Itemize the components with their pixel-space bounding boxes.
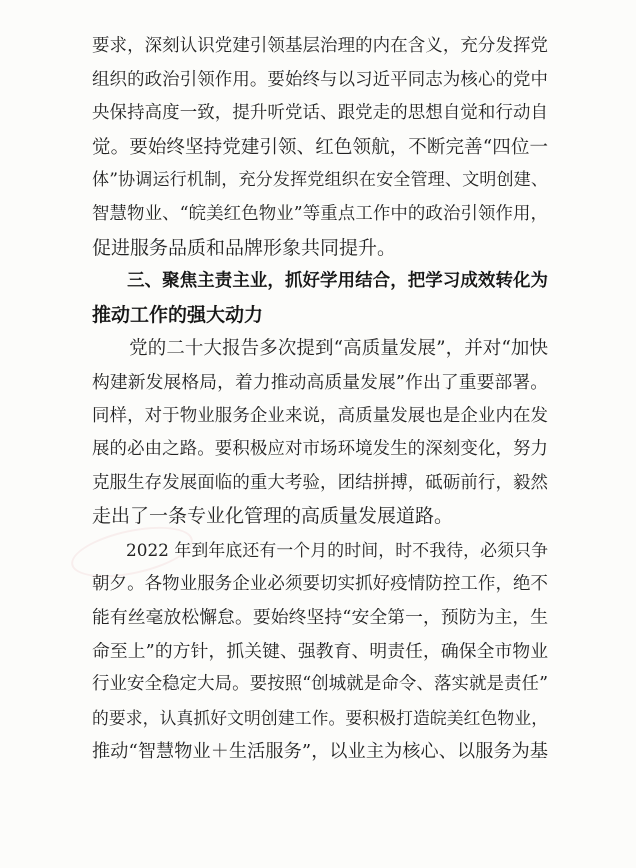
text-line: 走出了一条专业化管理的高质量发展道路。 <box>92 505 454 528</box>
text-line: 朝夕。各物业服务企业必须要切实抓好疫情防控工作，绝不 <box>92 573 548 594</box>
text-line: 命至上”的方针，抓关键、强教育、明责任，确保全市物业 <box>92 640 548 662</box>
text-line: 要求，深刻认识党建引领基层治理的内在含义，充分发挥党 <box>92 36 548 56</box>
text-line: 促进服务品质和品牌形象共同提升。 <box>92 236 397 259</box>
text-line: 智慧物业、“皖美红色物业”等重点工作中的政治引领作用， <box>92 203 548 224</box>
section-heading-line: 三、聚焦主责主业，抓好学用结合，把学习成效转化为 <box>92 271 548 292</box>
section-heading-line: 推动工作的强大动力 <box>92 303 264 326</box>
text-line: 同样，对于物业服务企业来说，高质量发展也是企业内在发 <box>92 405 548 426</box>
text-line: 觉。要始终坚持党建引领、红色领航，不断完善“四位一 <box>92 136 548 158</box>
text-line: 展的必由之路。要积极应对市场环境发生的深刻变化，努力 <box>92 439 548 460</box>
text-line: 行业安全稳定大局。要按照“创城就是命令、落实就是责任” <box>92 674 548 695</box>
text-line: 2022 年到年底还有一个月的时间，时不我待，必须只争 <box>92 539 548 560</box>
text-line: 党的二十大报告多次提到“高质量发展”，并对“加快 <box>92 338 548 360</box>
text-line: 组织的政治引领作用。要始终与以习近平同志为核心的党中 <box>92 69 548 90</box>
text-line: 的要求，认真抓好文明创建工作。要积极打造皖美红色物业， <box>92 707 548 728</box>
text-line: 体”协调运行机制，充分发挥党组织在安全管理、文明创建、 <box>92 170 548 191</box>
body-text <box>92 30 548 769</box>
text-line: 推动“智慧物业＋生活服务”，以业主为核心、以服务为基 <box>92 741 548 763</box>
text-line: 构建新发展格局，着力推动高质量发展”作出了重要部署。 <box>92 371 548 393</box>
text-line: 克服生存发展面临的重大考验，团结拼搏，砥砺前行，毅然 <box>92 472 548 493</box>
text-line: 央保持高度一致，提升听党话、跟党走的思想自觉和行动自 <box>92 103 548 124</box>
text-line: 能有丝毫放松懈怠。要始终坚持“安全第一，预防为主，生 <box>92 607 548 629</box>
